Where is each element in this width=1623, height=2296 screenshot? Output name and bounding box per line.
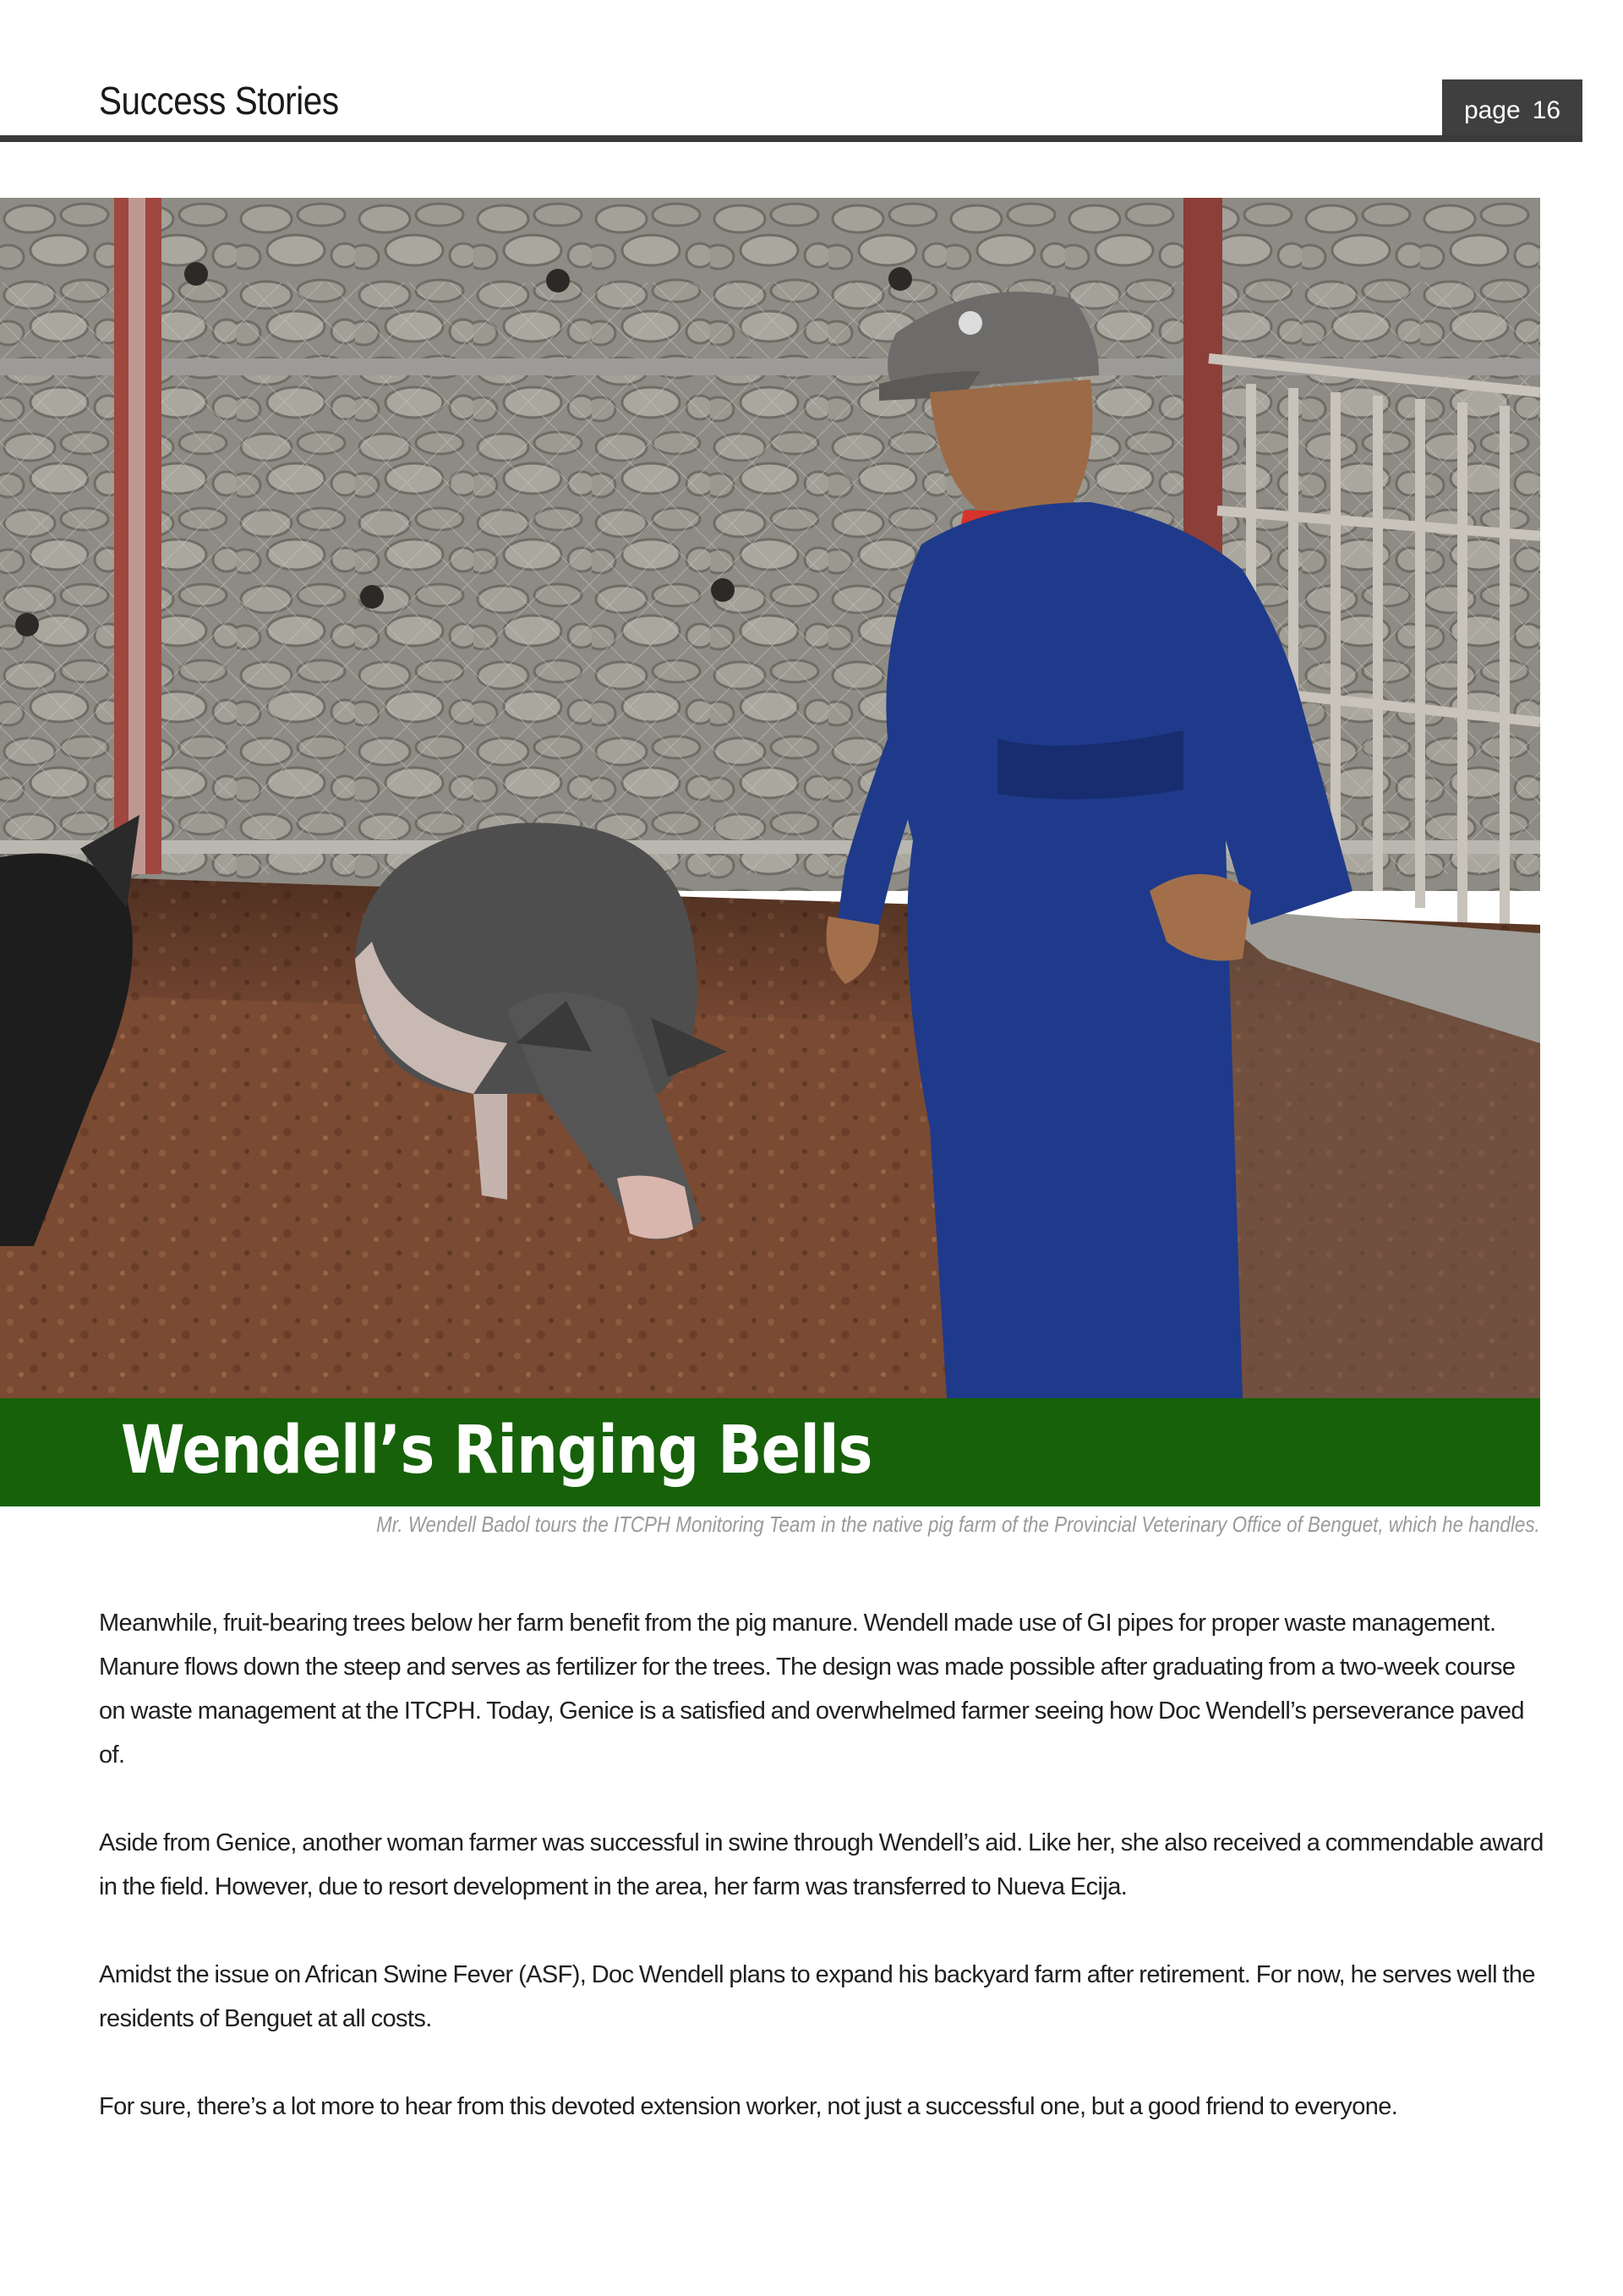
paragraph: For sure, there’s a lot more to hear from this devoted extension worker, not just a successful one, but a good friend to everyone. (99, 2093, 1398, 2120)
title-band (0, 1398, 1540, 1506)
section-title: Success Stories (99, 79, 339, 123)
farm-photo (0, 198, 1540, 1398)
paragraph: Amidst the issue on African Swine Fever (ASF), Doc Wendell plans to expand his backyard farm after retirement. For now, he serves well the residents of Benguet at all costs. (99, 1961, 1535, 2032)
header-rule (0, 135, 1582, 142)
article-body (99, 1601, 1544, 2173)
page-number: 16 (1532, 96, 1561, 124)
paragraph: Meanwhile, fruit-bearing trees below her farm benefit from the pig manure. Wendell made use of GI pipes for proper waste management. Manure flows down the steep and serves as fertilizer for the trees. The design was made possible after graduating from a two-week course on waste management at the ITCPH. Today, Genice is a satisfied and overwhelmed farmer seeing how Doc Wendell’s perseverance paved of. (99, 1610, 1524, 1768)
page-number-badge (1442, 79, 1582, 142)
photo-caption: Mr. Wendell Badol tours the ITCPH Monitoring Team in the native pig farm of the Provincial Veterinary Office of Benguet, which he handles. (376, 1512, 1540, 1537)
paragraph: Aside from Genice, another woman farmer was successful in swine through Wendell’s aid. Like her, she also received a commendable award in the field. However, due to resort development in the area, her farm was transferred to Nueva Ecija. (99, 1829, 1544, 1900)
article-title: Wendell’s Ringing Bells (121, 1413, 872, 1489)
page-label: page (1463, 96, 1521, 124)
